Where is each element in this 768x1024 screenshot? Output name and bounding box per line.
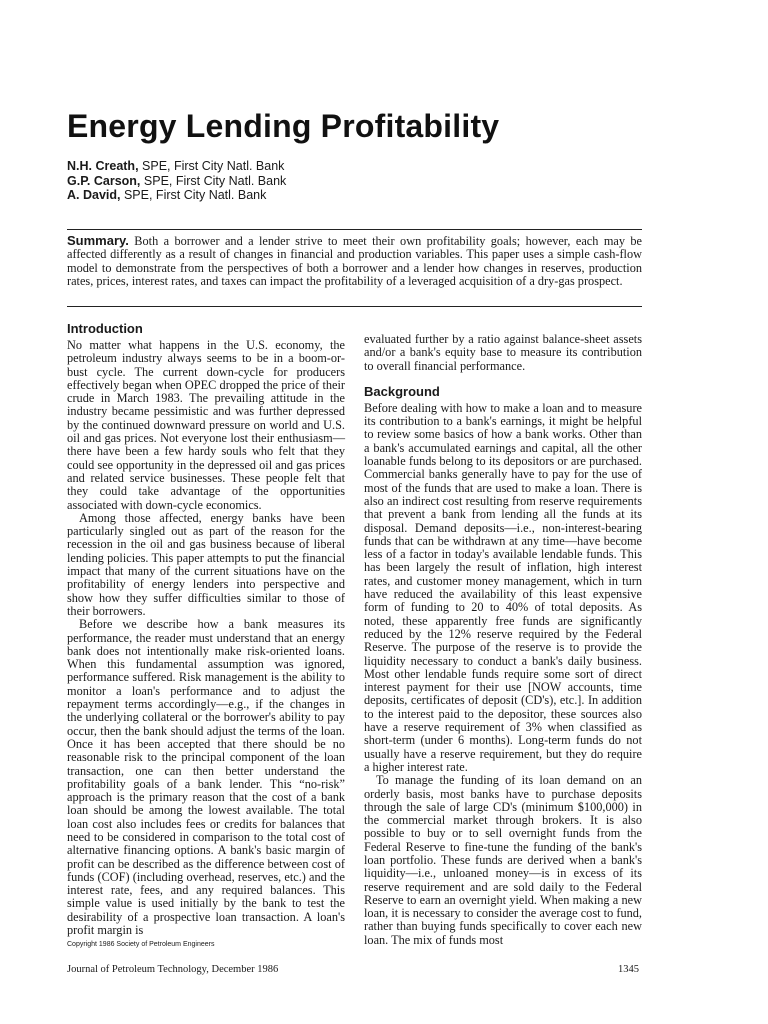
author-line: [67, 174, 286, 189]
summary-top-rule: [67, 229, 642, 230]
introduction-paragraph: Before we describe how a bank measures its performance, the reader must understand that an energy bank does not intentionally make risk-oriented loans. When this fundamental assumption was ignored, performance suffered. Risk management is the ability to monitor a loan's performance and to adjust the repayment terms accordingly—e.g., if the changes in the underlying collateral or the borrower's ability to pay occur, then the bank should adjust the terms of the loan. Once it has been accepted that there should be no reasonable risk to the principal component of the loan transaction, one can then better understand the profitability goals of a bank lender. This “no-risk” approach is the primary reason that the cost of a bank loan should be among the lowest available. The total loan cost also includes fees or credits for balances that need to be considered in comparison to the total cost of alternative financing options. A bank's basic margin of profit can be described as the difference between cost of funds (COF) (including overhead, reserves, etc.) and the interest rate, fees, and any required balances. This simple value is used initially by the bank to test the desirability of a prospective loan transaction. A loan's profit margin is: [67, 617, 345, 938]
page-number: 1345: [618, 964, 639, 975]
copyright-notice: Copyright 1986 Society of Petroleum Engineers: [67, 941, 215, 948]
author-affiliation: SPE, First City Natl. Bank: [120, 188, 267, 202]
paper-title: Energy Lending Profitability: [67, 108, 500, 144]
left-column: [67, 321, 345, 937]
author-list: [67, 159, 286, 203]
introduction-heading: Introduction: [67, 321, 143, 336]
author-name: N.H. Creath,: [67, 159, 139, 173]
journal-citation: Journal of Petroleum Technology, December 1986: [67, 964, 279, 975]
author-affiliation: SPE, First City Natl. Bank: [140, 173, 287, 188]
introduction-paragraph: Among those affected, energy banks have been particularly singled out as part of the reason for the recession in the oil and gas business because of liberal lending policies. This paper attempts to put the financial impact that many of the current situations have on the profitability of energy lenders into perspective and show how they suffer difficulties similar to those of their borrowers.: [67, 510, 345, 618]
author-name: G.P. Carson,: [67, 173, 141, 188]
background-paragraph: To manage the funding of its loan demand on an orderly basis, most banks have to purchase deposits through the sale of large CD's (minimum $100,000) in the commercial market through brokers. It is also possible to buy or to sell overnight funds from the Federal Reserve to fine-tune the funding of the bank's loan portfolio. These funds are derived when a bank's liquidity—i.e., unloaned money—is in excess of its reserve requirement and are sold daily to the Federal Reserve to earn an overnight yield. When making a new loan, it is necessary to consider the average cost to fund, rather than buying funds specifically to cover each new loan. The mix of funds most: [364, 773, 642, 947]
background-heading: Background: [364, 383, 440, 399]
background-paragraph: Before dealing with how to make a loan and to measure its contribution to a bank's earnings, it might be helpful to review some basics of how a bank works. Other than a bank's accumulated earnings and capital, all the other loanable funds belong to its depositors or are purchased. Commercial banks generally have to pay for the use of most of the funds that are used to make a loan. There is also an indirect cost resulting from reserve requirements that prevent a bank from lending all the funds at its disposal. Demand deposits—i.e., non-interest-bearing funds that can be withdrawn at any time—have become less of a factor in today's available lendable funds. This has been largely the result of inflation, high interest rates, and customer money management, which in turn have reduced the availability of this least expensive form of funding to 20 to 40% of total deposits. As noted, these apparently free funds are significantly reduced by the 12% reserve required by the Federal Reserve. The purpose of the reserve is to provide the liquidity necessary to conduct a bank's daily business. Most other lendable funds require some sort of direct interest payment for their use [NOW accounts, time deposits, certificates of deposit (CD's), etc.]. In addition to the interest paid to the depositor, these sources also have a reserve requirement of 3% when classified as short-term (under 6 months). Long-term funds do not usually have a reserve requirement, but they do require a higher interest rate.: [364, 400, 642, 774]
author-name: A. David,: [67, 188, 121, 202]
author-affiliation: SPE, First City Natl. Bank: [138, 159, 285, 173]
introduction-paragraph: No matter what happens in the U.S. economy, the petroleum industry always seems to be in a boom-or-bust cycle. The current down-cycle for producers effectively began when OPEC dropped the price of their crude in March 1983. The prevailing attitude in the industry became pessimistic and was further depressed by the continued downward pressure on world and U.S. oil and gas prices. Not everyone lost their enthusiasm—there have been a few hardy souls who felt that they could see opportunity in the depressed oil and gas prices and related service businesses. These people felt that they could take advantage of the opportunities associated with down-cycle economics.: [67, 338, 345, 512]
summary-block: [67, 234, 642, 288]
summary-bottom-rule: [67, 306, 642, 307]
author-line: [67, 159, 286, 174]
summary-label: Summary.: [67, 233, 129, 248]
introduction-continuation: evaluated further by a ratio against balance-sheet assets and/or a bank's equity base to measure its contribution to overall financial performance.: [364, 332, 642, 373]
right-column: [364, 333, 642, 947]
summary-text: Both a borrower and a lender strive to meet their own profitability goals; however, each may be affected differently as a result of changes in financial and production variables. This paper uses a simple cash-flow model to demonstrate from the perspectives of both a borrower and a lender how changes in reserves, production rates, prices, interest rates, and taxes can impact the profitability of a leveraged acquisition of a dry-gas prospect.: [67, 234, 642, 288]
author-line: [67, 188, 286, 203]
